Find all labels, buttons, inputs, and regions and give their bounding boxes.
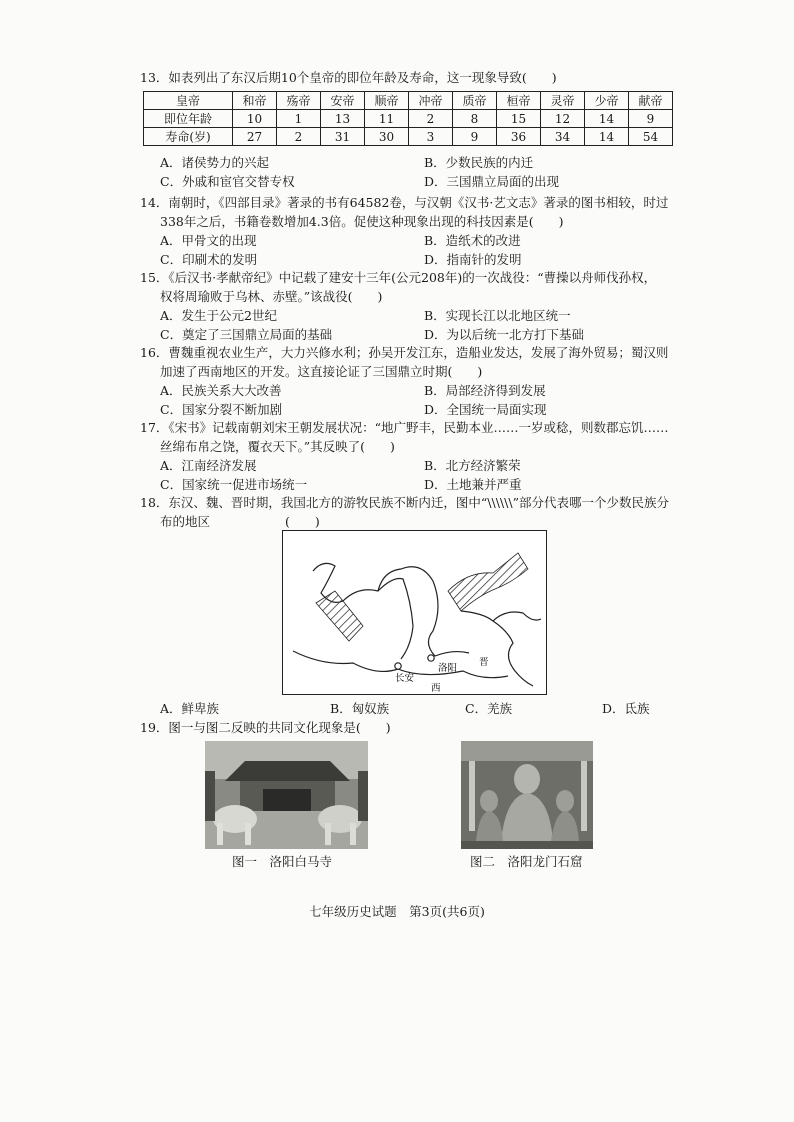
- changan-marker: [395, 663, 401, 669]
- table-header-cell: 皇帝: [144, 92, 233, 110]
- luoyang-marker: [428, 655, 434, 661]
- table-cell: 30: [365, 128, 409, 146]
- question-16-stem-line1: 16．曹魏重视农业生产，大力兴修水利；孙吴开发江东，造船业发达，发展了海外贸易；蜀汉则: [140, 345, 669, 360]
- table-row-label: 即位年龄: [144, 110, 233, 128]
- table-header-cell: 少帝: [585, 92, 629, 110]
- question-14-stem-line1: 14．南朝时，《四部目录》著录的书有64582卷，与汉朝《汉书·艺文志》著录的图书相较，时过: [140, 195, 669, 210]
- option-b[interactable]: B．造纸术的改进: [424, 233, 521, 248]
- table-cell: 34: [541, 128, 585, 146]
- option-b[interactable]: B．局部经济得到发展: [424, 383, 546, 398]
- table-cell: 8: [453, 110, 497, 128]
- page-footer: 七年级历史试题 第3页(共6页): [309, 904, 485, 919]
- table-row: [144, 92, 673, 110]
- figure-2-caption: 图二 洛阳龙门石窟: [470, 854, 583, 869]
- northeast-line: [493, 612, 541, 621]
- table-header-cell: 和帝: [233, 92, 277, 110]
- question-13: [140, 68, 690, 87]
- option-c[interactable]: C．外戚和宦官交替专权: [160, 174, 295, 189]
- question-15: [140, 268, 690, 344]
- option-a[interactable]: A．甲骨文的出现: [160, 233, 257, 248]
- table-cell: 2: [409, 110, 453, 128]
- table-cell: 14: [585, 110, 629, 128]
- question-18-stem-line1: 18．东汉、魏、晋时期，我国北方的游牧民族不断内迁，图中“\\\\\\”部分代表哪一个少数民族分: [140, 495, 669, 510]
- table-row: [144, 128, 673, 146]
- figure-1-caption: 图一 洛阳白马寺: [232, 854, 333, 869]
- option-b[interactable]: B．少数民族的内迁: [424, 155, 534, 170]
- option-b[interactable]: B．匈奴族: [330, 701, 390, 716]
- option-d[interactable]: D．全国统一局面实现: [424, 402, 547, 417]
- hatched-region-west: [316, 591, 363, 641]
- question-19-stem: 19．图一与图二反映的共同文化现象是( ): [140, 720, 391, 735]
- table-cell: 10: [233, 110, 277, 128]
- question-17-stem-line2: 丝绵布帛之饶，覆衣天下。”其反映了( ): [160, 439, 395, 454]
- hatched-region-north: [448, 553, 528, 611]
- table-cell: 2: [277, 128, 321, 146]
- option-d[interactable]: D．指南针的发明: [424, 252, 522, 267]
- table-cell: 14: [585, 128, 629, 146]
- jin-label: 晋: [479, 657, 489, 668]
- question-13-options: [140, 153, 690, 191]
- map-svg: [283, 531, 546, 694]
- ethnic-distribution-map: [282, 530, 547, 695]
- longmen-grottoes-photo: [461, 741, 593, 849]
- table-cell: 27: [233, 128, 277, 146]
- question-13-stem: 13．如表列出了东汉后期10个皇帝的即位年龄及寿命，这一现象导致( ): [140, 70, 557, 85]
- table-header-cell: 桓帝: [497, 92, 541, 110]
- table-cell: 12: [541, 110, 585, 128]
- table-cell: 3: [409, 128, 453, 146]
- option-c[interactable]: C．羌族: [465, 701, 513, 716]
- table-cell: 15: [497, 110, 541, 128]
- question-18: [140, 493, 690, 531]
- option-d[interactable]: D．氐族: [602, 701, 650, 716]
- table-header-cell: 献帝: [629, 92, 673, 110]
- option-a[interactable]: A．诸侯势力的兴起: [160, 155, 270, 170]
- option-d[interactable]: D．土地兼并严重: [424, 477, 522, 492]
- table-header-cell: 冲帝: [409, 92, 453, 110]
- table-cell: 1: [277, 110, 321, 128]
- table-row-label: 寿命(岁): [144, 128, 233, 146]
- emperor-table: [143, 91, 673, 146]
- question-18-options: [140, 699, 680, 718]
- table-cell: 9: [629, 110, 673, 128]
- baima-temple-photo: [205, 741, 368, 849]
- table-cell: 36: [497, 128, 541, 146]
- table-cell: 9: [453, 128, 497, 146]
- changan-label: 长安: [395, 673, 415, 684]
- option-a[interactable]: A．民族关系大大改善: [160, 383, 282, 398]
- table-row: [144, 110, 673, 128]
- option-a[interactable]: A．发生于公元2世纪: [160, 308, 277, 323]
- table-cell: 31: [321, 128, 365, 146]
- question-18-stem-line2: 布的地区 ( ): [160, 514, 320, 529]
- option-d[interactable]: D．三国鼎立局面的出现: [424, 174, 560, 189]
- question-15-stem-line1: 15．《后汉书·孝献帝纪》中记载了建安十三年(公元208年)的一次战役：“曹操以舟师伐孙权，: [140, 270, 657, 285]
- question-19: [140, 718, 690, 737]
- option-c[interactable]: C．国家分裂不断加剧: [160, 402, 283, 417]
- question-16: [140, 343, 690, 419]
- question-16-stem-line2: 加速了西南地区的开发。这直接论证了三国鼎立时期( ): [160, 364, 483, 379]
- question-14: [140, 193, 690, 269]
- question-17-stem-line1: 17．《宋书》记载南朝刘宋王朝发展状况：“地广野丰，民勤本业……一岁或稔，则数郡忘饥……: [140, 420, 669, 435]
- option-a[interactable]: A．江南经济发展: [160, 458, 257, 473]
- option-b[interactable]: B．实现长江以北地区统一: [424, 308, 571, 323]
- option-c[interactable]: C．国家统一促进市场统一: [160, 477, 308, 492]
- question-17: [140, 418, 690, 494]
- question-14-stem-line2: 338年之后，书籍卷数增加4.3倍。促使这种现象出现的科技因素是( ): [160, 214, 564, 229]
- option-b[interactable]: B．北方经济繁荣: [424, 458, 521, 473]
- xi-label: 西: [431, 683, 441, 694]
- table-header-cell: 殇帝: [277, 92, 321, 110]
- table-cell: 11: [365, 110, 409, 128]
- table-header-cell: 顺帝: [365, 92, 409, 110]
- table-header-cell: 质帝: [453, 92, 497, 110]
- table-header-cell: 灵帝: [541, 92, 585, 110]
- option-c[interactable]: C．奠定了三国鼎立局面的基础: [160, 327, 333, 342]
- table-cell: 54: [629, 128, 673, 146]
- table-header-cell: 安帝: [321, 92, 365, 110]
- luoyang-label: 洛阳: [438, 663, 458, 674]
- option-d[interactable]: D．为以后统一北方打下基础: [424, 327, 585, 342]
- question-15-stem-line2: 权将周瑜败于乌林、赤壁。”该战役( ): [160, 289, 383, 304]
- option-a[interactable]: A．鲜卑族: [160, 701, 220, 716]
- table-cell: 13: [321, 110, 365, 128]
- option-c[interactable]: C．印刷术的发明: [160, 252, 258, 267]
